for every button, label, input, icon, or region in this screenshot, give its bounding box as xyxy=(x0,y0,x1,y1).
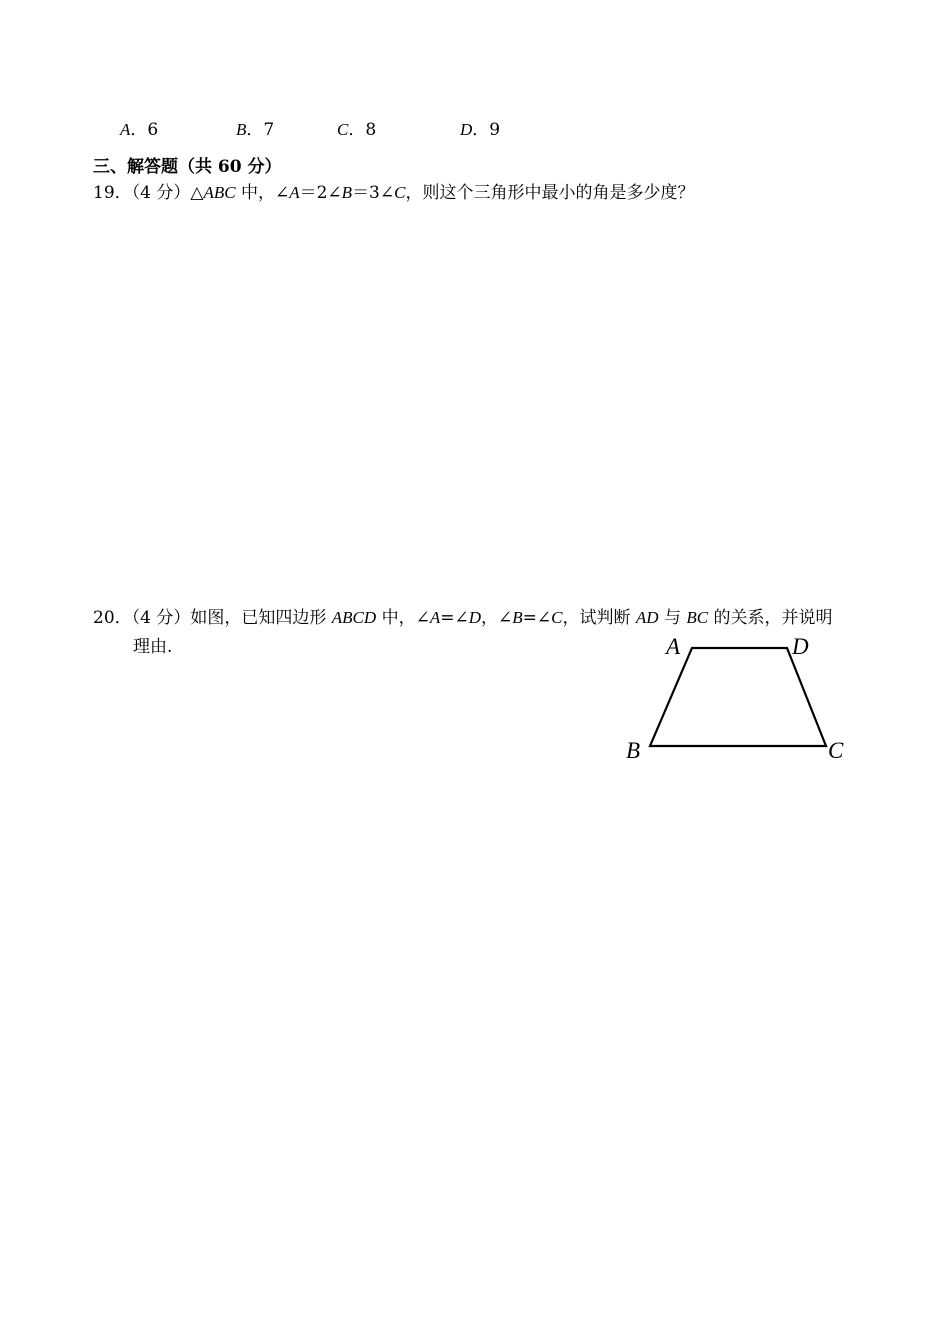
option-d: D．9 xyxy=(460,120,501,140)
q20-number: 20． xyxy=(93,608,132,628)
question-19: 19．（4 分）△ABC 中，∠A＝2∠B＝3∠C，则这个三角形中最小的角是多少度？ xyxy=(93,183,695,203)
q19-number: 19． xyxy=(93,183,132,203)
trapezoid-figure xyxy=(620,630,860,770)
question-20-line2: 理由. xyxy=(133,637,173,657)
option-b: B．7 xyxy=(236,120,275,140)
label-a: A xyxy=(666,634,681,659)
option-c: C．8 xyxy=(337,120,377,140)
label-c: C xyxy=(828,738,844,763)
label-b: B xyxy=(626,738,641,763)
question-20: 20．（4 分）如图，已知四边形 ABCD 中，∠A=∠D，∠B=∠C，试判断 AD 与 BC 的关系，并说明 xyxy=(93,608,833,628)
section-heading: 三、解答题（共 60 分） xyxy=(93,157,282,177)
label-d: D xyxy=(792,634,809,659)
trapezoid-shape xyxy=(650,648,826,746)
option-a: A．6 xyxy=(120,120,159,140)
